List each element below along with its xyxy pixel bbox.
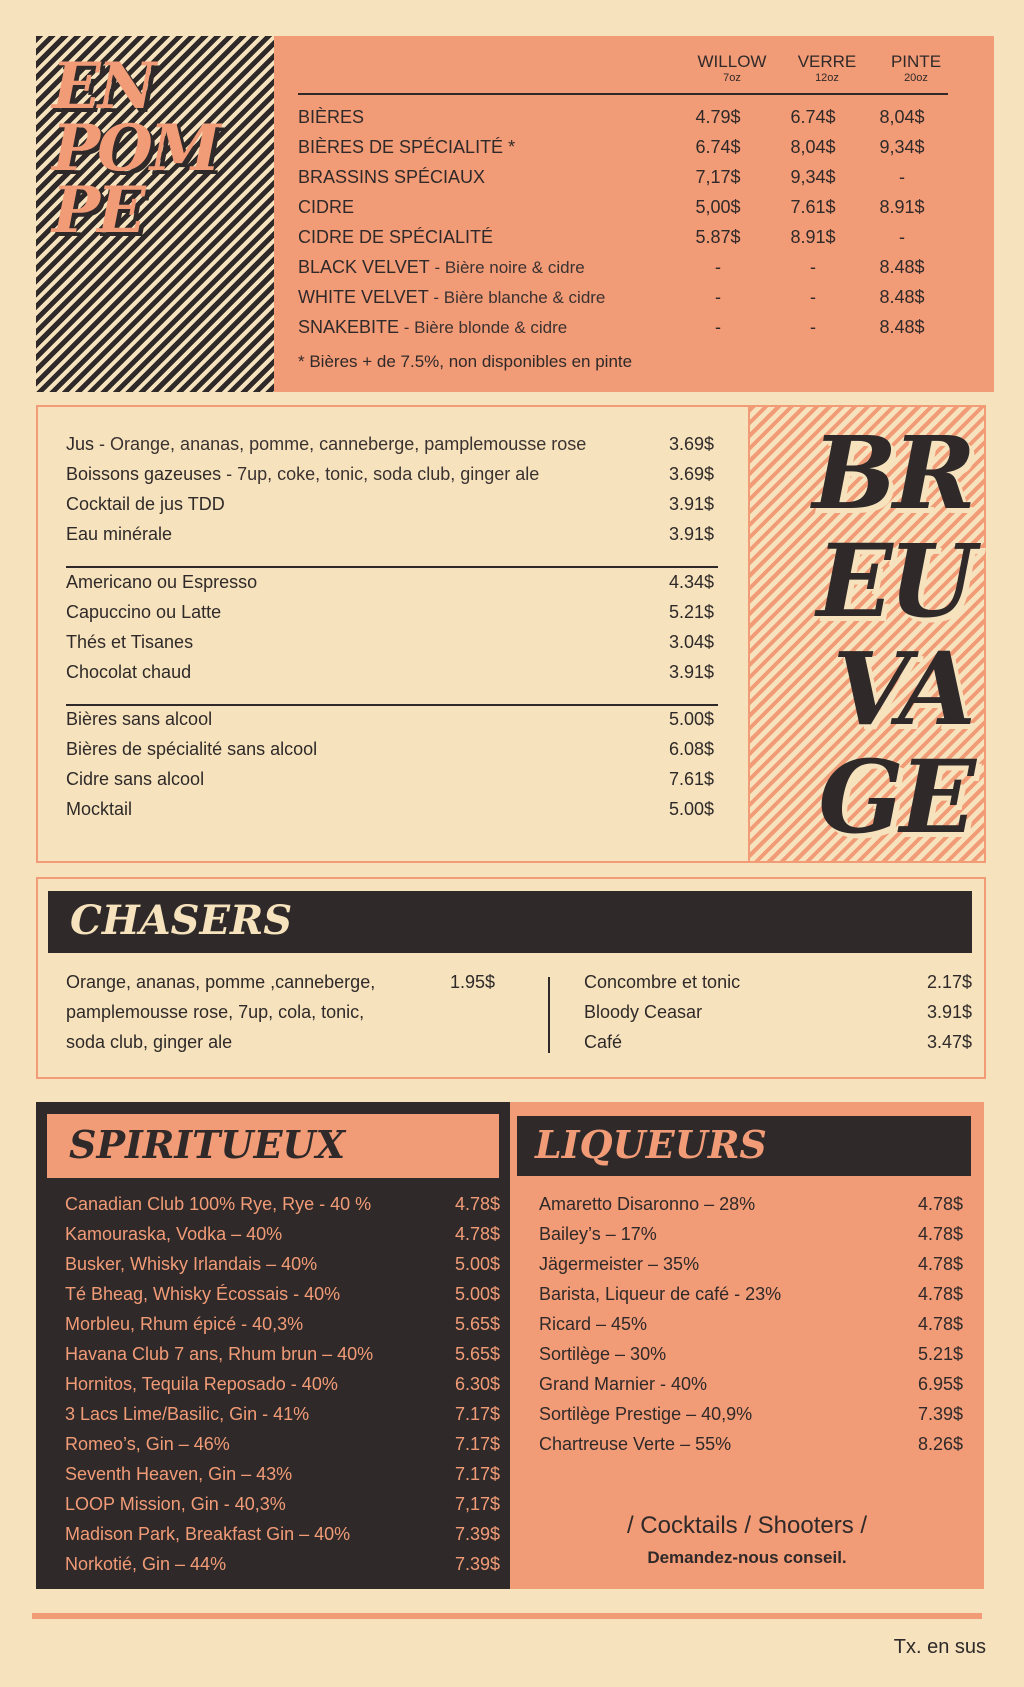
drink-name-main: Bières de spécialité sans alcool bbox=[66, 739, 318, 759]
chaser-row bbox=[584, 997, 972, 1027]
draft-name-main: BIÈRES DE SPÉCIALITÉ * bbox=[298, 137, 516, 157]
drink-name-detail: - 7up, coke, tonic, soda club, ginger ale bbox=[221, 464, 540, 484]
spirit-row bbox=[65, 1249, 500, 1279]
draft-price: 6.74$ bbox=[790, 107, 836, 127]
drink-name bbox=[66, 764, 204, 794]
column-header-willow: WILLOW 7oz bbox=[697, 52, 767, 84]
liqueur-price: 8.26$ bbox=[917, 1434, 963, 1454]
spirit-price: 4.78$ bbox=[454, 1224, 500, 1244]
chasers-header bbox=[48, 891, 972, 953]
drink-price: 3.91$ bbox=[668, 524, 714, 544]
draft-row bbox=[298, 282, 948, 312]
spirit-name: Romeo’s, Gin – 46% bbox=[65, 1434, 230, 1454]
liqueur-row bbox=[539, 1279, 963, 1309]
drink-name-main: Cidre sans alcool bbox=[66, 769, 205, 789]
group-divider bbox=[66, 704, 718, 706]
spirit-name: Canadian Club 100% Rye, Rye - 40 % bbox=[65, 1194, 372, 1214]
draft-price: 8.91$ bbox=[879, 197, 925, 217]
liqueur-name: Bailey’s – 17% bbox=[539, 1224, 657, 1244]
spiritueux-header bbox=[47, 1114, 499, 1178]
drink-price: 5.00$ bbox=[668, 709, 714, 729]
bottom-divider bbox=[32, 1613, 982, 1619]
liqueur-name: Barista, Liqueur de café - 23% bbox=[539, 1284, 782, 1304]
chaser-name: Bloody Ceasar bbox=[584, 1002, 703, 1022]
spirit-row bbox=[65, 1429, 500, 1459]
draft-price: 8.48$ bbox=[879, 287, 925, 307]
spirit-row bbox=[65, 1549, 500, 1579]
drink-row bbox=[66, 704, 714, 734]
liqueur-name: Jägermeister – 35% bbox=[539, 1254, 700, 1274]
drink-name bbox=[66, 459, 539, 489]
draft-price: 5,00$ bbox=[695, 197, 741, 217]
liqueurs-title: LIQUEURS bbox=[535, 1122, 767, 1167]
spirit-price: 7.17$ bbox=[454, 1464, 500, 1484]
liqueur-price: 5.21$ bbox=[917, 1344, 963, 1364]
spirit-row bbox=[65, 1219, 500, 1249]
liqueur-price: 4.78$ bbox=[917, 1314, 963, 1334]
draft-name-main: CIDRE bbox=[298, 197, 355, 217]
title-line: POM bbox=[52, 111, 218, 186]
draft-price: - bbox=[715, 287, 721, 307]
drink-row bbox=[66, 489, 714, 519]
liqueur-row bbox=[539, 1399, 963, 1429]
liqueurs-header bbox=[517, 1116, 971, 1176]
spirit-row bbox=[65, 1519, 500, 1549]
spirit-price: 5.00$ bbox=[454, 1254, 500, 1274]
chasers-juice-price: 1.95$ bbox=[450, 972, 496, 992]
header-divider bbox=[298, 93, 948, 95]
spiritueux-section bbox=[36, 1102, 510, 1589]
spirit-name: Té Bheag, Whisky Écossais - 40% bbox=[65, 1284, 341, 1304]
spirit-price: 7.17$ bbox=[454, 1404, 500, 1424]
draft-row bbox=[298, 312, 948, 342]
spirit-price: 7.39$ bbox=[454, 1524, 500, 1544]
drink-row bbox=[66, 567, 714, 597]
drink-name-main: Eau minérale bbox=[66, 524, 173, 544]
liqueur-price: 4.78$ bbox=[917, 1194, 963, 1214]
drink-row bbox=[66, 764, 714, 794]
drink-name-detail: - Orange, ananas, pomme, canneberge, pamplemousse rose bbox=[94, 434, 587, 454]
column-header-verre: VERRE 12oz bbox=[797, 52, 857, 84]
spirit-price: 5.65$ bbox=[454, 1314, 500, 1334]
title-line: EN bbox=[52, 49, 154, 124]
spirit-row bbox=[65, 1489, 500, 1519]
spiritueux-title: SPIRITUEUX bbox=[69, 1122, 346, 1167]
draft-name bbox=[298, 222, 493, 253]
spirit-name: 3 Lacs Lime/Basilic, Gin - 41% bbox=[65, 1404, 310, 1424]
liqueur-name: Sortilège Prestige – 40,9% bbox=[539, 1404, 753, 1424]
spirit-price: 7.39$ bbox=[454, 1554, 500, 1574]
spirit-price: 6.30$ bbox=[454, 1374, 500, 1394]
drink-row bbox=[66, 597, 714, 627]
liqueur-row bbox=[539, 1219, 963, 1249]
spirit-row bbox=[65, 1369, 500, 1399]
spirit-price: 7.17$ bbox=[454, 1434, 500, 1454]
draft-price: 4.79$ bbox=[695, 107, 741, 127]
chasers-juice-list: Orange, ananas, pomme ,canneberge, pamplemousse rose, 7up, cola, tonic, soda club, ginger ale bbox=[66, 972, 376, 1052]
draft-price: - bbox=[899, 227, 905, 247]
draft-name-main: BRASSINS SPÉCIAUX bbox=[298, 167, 486, 187]
drink-row bbox=[66, 794, 714, 824]
drink-name-main: Chocolat chaud bbox=[66, 662, 192, 682]
draft-name bbox=[298, 102, 364, 133]
chaser-row bbox=[584, 967, 972, 997]
drink-row bbox=[66, 627, 714, 657]
liqueur-price: 7.39$ bbox=[917, 1404, 963, 1424]
liqueur-row bbox=[539, 1369, 963, 1399]
column-header-pinte: PINTE 20oz bbox=[890, 52, 942, 84]
cocktails-shooters-heading: / Cocktails / Shooters / bbox=[626, 1512, 868, 1539]
draft-price: - bbox=[810, 257, 816, 277]
draft-row bbox=[298, 222, 948, 252]
breuvage-title: BR EU VA GE bbox=[812, 414, 972, 856]
draft-name-detail: - Bière noire & cidre bbox=[429, 258, 585, 277]
drink-price: 4.34$ bbox=[668, 572, 714, 592]
spirit-row bbox=[65, 1459, 500, 1489]
draft-price: 5.87$ bbox=[695, 227, 741, 247]
drink-name bbox=[66, 657, 191, 687]
spirit-name: Hornitos, Tequila Reposado - 40% bbox=[65, 1374, 338, 1394]
draft-price: 9,34$ bbox=[879, 137, 925, 157]
spirit-price: 5.00$ bbox=[454, 1284, 500, 1304]
drink-name bbox=[66, 567, 257, 597]
spirit-name: Busker, Whisky Irlandais – 40% bbox=[65, 1254, 318, 1274]
spirit-name: Morbleu, Rhum épicé - 40,3% bbox=[65, 1314, 304, 1334]
en-pompe-title bbox=[52, 49, 218, 248]
draft-price: - bbox=[715, 317, 721, 337]
drink-name bbox=[66, 489, 225, 519]
spirit-row bbox=[65, 1189, 500, 1219]
spirit-row bbox=[65, 1399, 500, 1429]
drink-row bbox=[66, 657, 714, 687]
spirit-name: Havana Club 7 ans, Rhum brun – 40% bbox=[65, 1344, 374, 1364]
spirit-name: Seventh Heaven, Gin – 43% bbox=[65, 1464, 293, 1484]
draft-name-main: BIÈRES bbox=[298, 107, 365, 127]
draft-name bbox=[298, 312, 567, 343]
drink-name-main: Thés et Tisanes bbox=[66, 632, 194, 652]
draft-row bbox=[298, 102, 948, 132]
drink-price: 6.08$ bbox=[668, 739, 714, 759]
breuvage-section bbox=[36, 405, 986, 863]
liqueur-row bbox=[539, 1429, 963, 1459]
drink-name bbox=[66, 734, 317, 764]
draft-name bbox=[298, 252, 585, 283]
chaser-price: 3.47$ bbox=[926, 1032, 972, 1052]
drink-price: 5.00$ bbox=[668, 799, 714, 819]
spirit-price: 4.78$ bbox=[454, 1194, 500, 1214]
draft-name-main: CIDRE DE SPÉCIALITÉ bbox=[298, 227, 494, 247]
draft-row bbox=[298, 192, 948, 222]
draft-price: 8.48$ bbox=[879, 257, 925, 277]
chaser-price: 3.91$ bbox=[926, 1002, 972, 1022]
draft-price: 7.61$ bbox=[790, 197, 836, 217]
draft-name-main: WHITE VELVET bbox=[298, 287, 429, 307]
drink-row bbox=[66, 734, 714, 764]
drink-name bbox=[66, 429, 586, 459]
drink-price: 7.61$ bbox=[668, 769, 714, 789]
en-pompe-section bbox=[36, 36, 994, 392]
drink-name bbox=[66, 519, 172, 549]
draft-price: - bbox=[715, 257, 721, 277]
draft-price: - bbox=[899, 167, 905, 187]
liqueur-price: 4.78$ bbox=[917, 1284, 963, 1304]
spirit-row bbox=[65, 1309, 500, 1339]
spirit-name: Norkotié, Gin – 44% bbox=[65, 1554, 227, 1574]
drink-row bbox=[66, 519, 714, 549]
drink-name bbox=[66, 627, 193, 657]
draft-name bbox=[298, 282, 605, 313]
draft-row bbox=[298, 132, 948, 162]
ask-advice-note: Demandez-nous conseil. bbox=[647, 1548, 847, 1567]
drink-price: 3.91$ bbox=[668, 494, 714, 514]
drink-name bbox=[66, 794, 132, 824]
drink-name-main: Bières sans alcool bbox=[66, 709, 213, 729]
spirit-price: 5.65$ bbox=[454, 1344, 500, 1364]
drink-name bbox=[66, 597, 221, 627]
draft-price: 8,04$ bbox=[790, 137, 836, 157]
liqueur-price: 4.78$ bbox=[917, 1224, 963, 1244]
draft-name-main: BLACK VELVET bbox=[298, 257, 430, 277]
draft-name bbox=[298, 132, 515, 163]
liqueurs-section bbox=[510, 1102, 984, 1589]
draft-name-main: SNAKEBITE bbox=[298, 317, 400, 337]
draft-row bbox=[298, 252, 948, 282]
draft-price: 8,04$ bbox=[879, 107, 925, 127]
draft-name bbox=[298, 162, 485, 193]
chasers-section bbox=[36, 877, 986, 1079]
liqueur-name: Amaretto Disaronno – 28% bbox=[539, 1194, 756, 1214]
group-divider bbox=[66, 566, 718, 568]
draft-price: 9,34$ bbox=[790, 167, 836, 187]
spirit-row bbox=[65, 1339, 500, 1369]
liqueur-row bbox=[539, 1189, 963, 1219]
drink-name-main: Boissons gazeuses bbox=[66, 464, 222, 484]
spirit-row bbox=[65, 1279, 500, 1309]
draft-name-detail: - Bière blanche & cidre bbox=[428, 288, 606, 307]
drink-name-main: Mocktail bbox=[66, 799, 133, 819]
liqueur-name: Chartreuse Verte – 55% bbox=[539, 1434, 732, 1454]
drink-row bbox=[66, 459, 714, 489]
drink-row bbox=[66, 429, 714, 459]
draft-price: - bbox=[810, 317, 816, 337]
drink-name-main: Americano ou Espresso bbox=[66, 572, 258, 592]
liqueur-price: 4.78$ bbox=[917, 1254, 963, 1274]
chaser-name: Café bbox=[584, 1032, 623, 1052]
liqueur-row bbox=[539, 1249, 963, 1279]
spirit-price: 7,17$ bbox=[454, 1494, 500, 1514]
drink-price: 5.21$ bbox=[668, 602, 714, 622]
liqueur-name: Grand Marnier - 40% bbox=[539, 1374, 708, 1394]
liqueur-price: 6.95$ bbox=[917, 1374, 963, 1394]
chasers-title: CHASERS bbox=[70, 897, 293, 944]
draft-price: 7,17$ bbox=[695, 167, 741, 187]
pompe-footnote: * Bières + de 7.5%, non disponibles en pinte bbox=[298, 352, 633, 371]
drink-price: 3.91$ bbox=[668, 662, 714, 682]
chaser-price: 2.17$ bbox=[926, 972, 972, 992]
draft-price: 8.91$ bbox=[790, 227, 836, 247]
draft-row bbox=[298, 162, 948, 192]
drink-name-main: Capuccino ou Latte bbox=[66, 602, 222, 622]
tax-note: Tx. en sus bbox=[893, 1636, 986, 1658]
drink-price: 3.69$ bbox=[668, 464, 714, 484]
spirit-name: Kamouraska, Vodka – 40% bbox=[65, 1224, 283, 1244]
drink-name-main: Cocktail de jus TDD bbox=[66, 494, 225, 514]
draft-price: - bbox=[810, 287, 816, 307]
chaser-row bbox=[584, 1027, 972, 1057]
chasers-divider bbox=[548, 977, 550, 1053]
title-line: PE bbox=[52, 173, 143, 248]
drink-price: 3.69$ bbox=[668, 434, 714, 454]
drink-name bbox=[66, 704, 212, 734]
liqueur-row bbox=[539, 1309, 963, 1339]
draft-name bbox=[298, 192, 354, 223]
liqueur-name: Sortilège – 30% bbox=[539, 1344, 667, 1364]
drink-name-main: Jus bbox=[66, 434, 95, 454]
draft-price: 6.74$ bbox=[695, 137, 741, 157]
draft-name-detail: - Bière blonde & cidre bbox=[399, 318, 568, 337]
drink-price: 3.04$ bbox=[668, 632, 714, 652]
liqueur-name: Ricard – 45% bbox=[539, 1314, 648, 1334]
spirit-name: LOOP Mission, Gin - 40,3% bbox=[65, 1494, 286, 1514]
spirit-name: Madison Park, Breakfast Gin – 40% bbox=[65, 1524, 351, 1544]
draft-price: 8.48$ bbox=[879, 317, 925, 337]
chaser-name: Concombre et tonic bbox=[584, 972, 741, 992]
liqueur-row bbox=[539, 1339, 963, 1369]
